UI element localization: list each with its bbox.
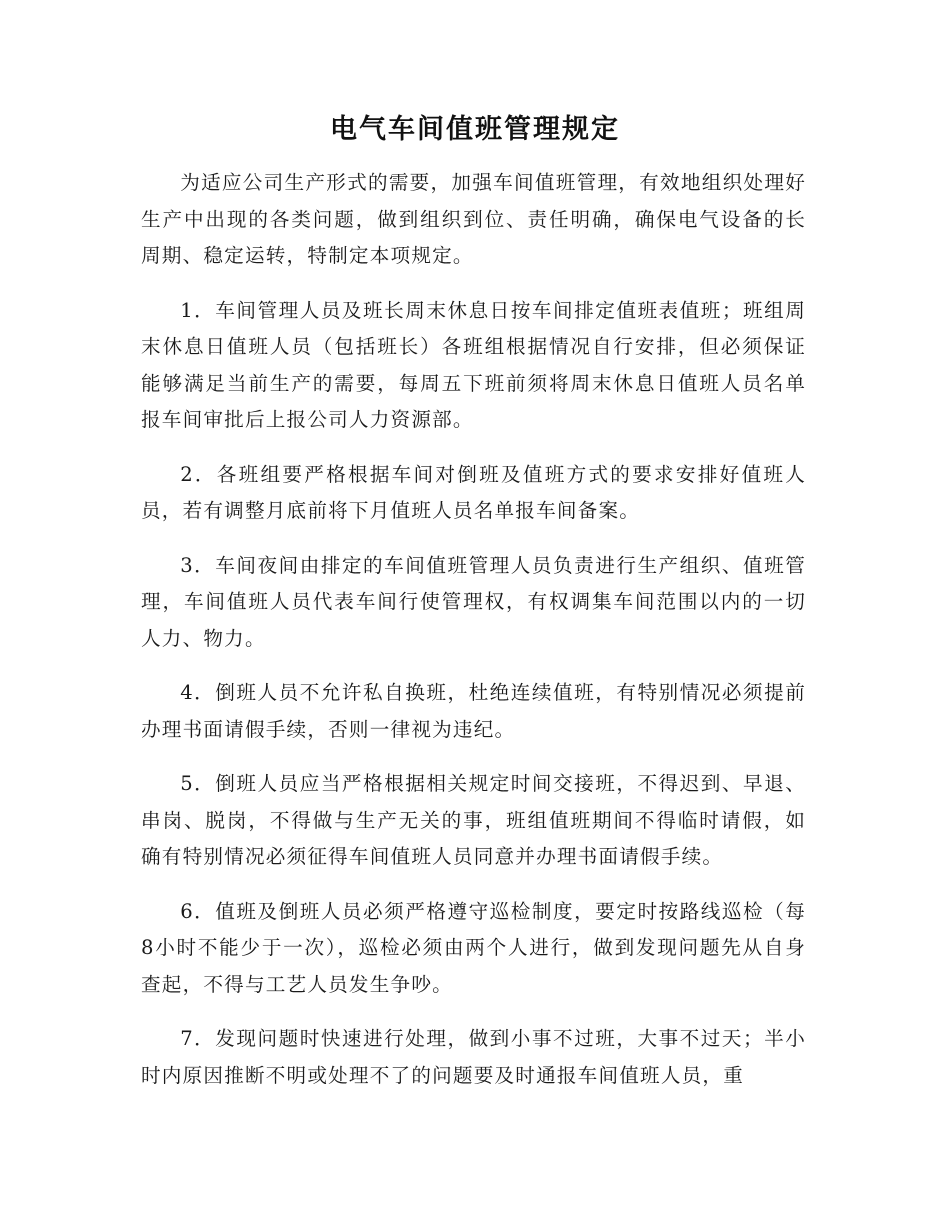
paragraph-item-5: 5．倒班人员应当严格根据相关规定时间交接班，不得迟到、早退、串岗、脱岗，不得做与生产无关的事，班组值班期间不得临时请假，如确有特别情况必须征得车间值班人员同意并办理书面请假手续。 <box>141 772 806 868</box>
paragraph-intro: 为适应公司生产形式的需要，加强车间值班管理，有效地组织处理好生产中出现的各类问题，做到组织到位、责任明确，确保电气设备的长周期、稳定运转，特制定本项规定。 <box>141 171 806 267</box>
paragraph-item-3: 3．车间夜间由排定的车间值班管理人员负责进行生产组织、值班管理，车间值班人员代表车间行使管理权，有权调集车间范围以内的一切人力、物力。 <box>141 553 806 650</box>
document-title: 电气车间值班管理规定 <box>330 114 620 145</box>
paragraph-item-1: 1．车间管理人员及班长周末休息日按车间排定值班表值班；班组周末休息日值班人员（包括班长）各班组根据情况自行安排，但必须保证能够满足当前生产的需要，每周五下班前须将周末休息日值班人员名单报车间审批后上报公司人力资源部。 <box>141 298 806 431</box>
paragraph-item-4: 4．倒班人员不允许私自换班，杜绝连续值班，有特别情况必须提前办理书面请假手续，否则一律视为违纪。 <box>141 681 806 741</box>
paragraph-item-7: 7．发现问题时快速进行处理，做到小事不过班，大事不过天；半小时内原因推断不明或处理不了的问题要及时通报车间值班人员，重 <box>141 1027 806 1087</box>
document-body <box>141 165 806 1112</box>
paragraph-item-6: 6．值班及倒班人员必须严格遵守巡检制度，要定时按路线巡检（每8小时不能少于一次），巡检必须由两个人进行，做到发现问题先从自身查起，不得与工艺人员发生争吵。 <box>141 899 806 996</box>
paragraph-item-2: 2．各班组要严格根据车间对倒班及值班方式的要求安排好值班人员，若有调整月底前将下月值班人员名单报车间备案。 <box>141 462 806 522</box>
